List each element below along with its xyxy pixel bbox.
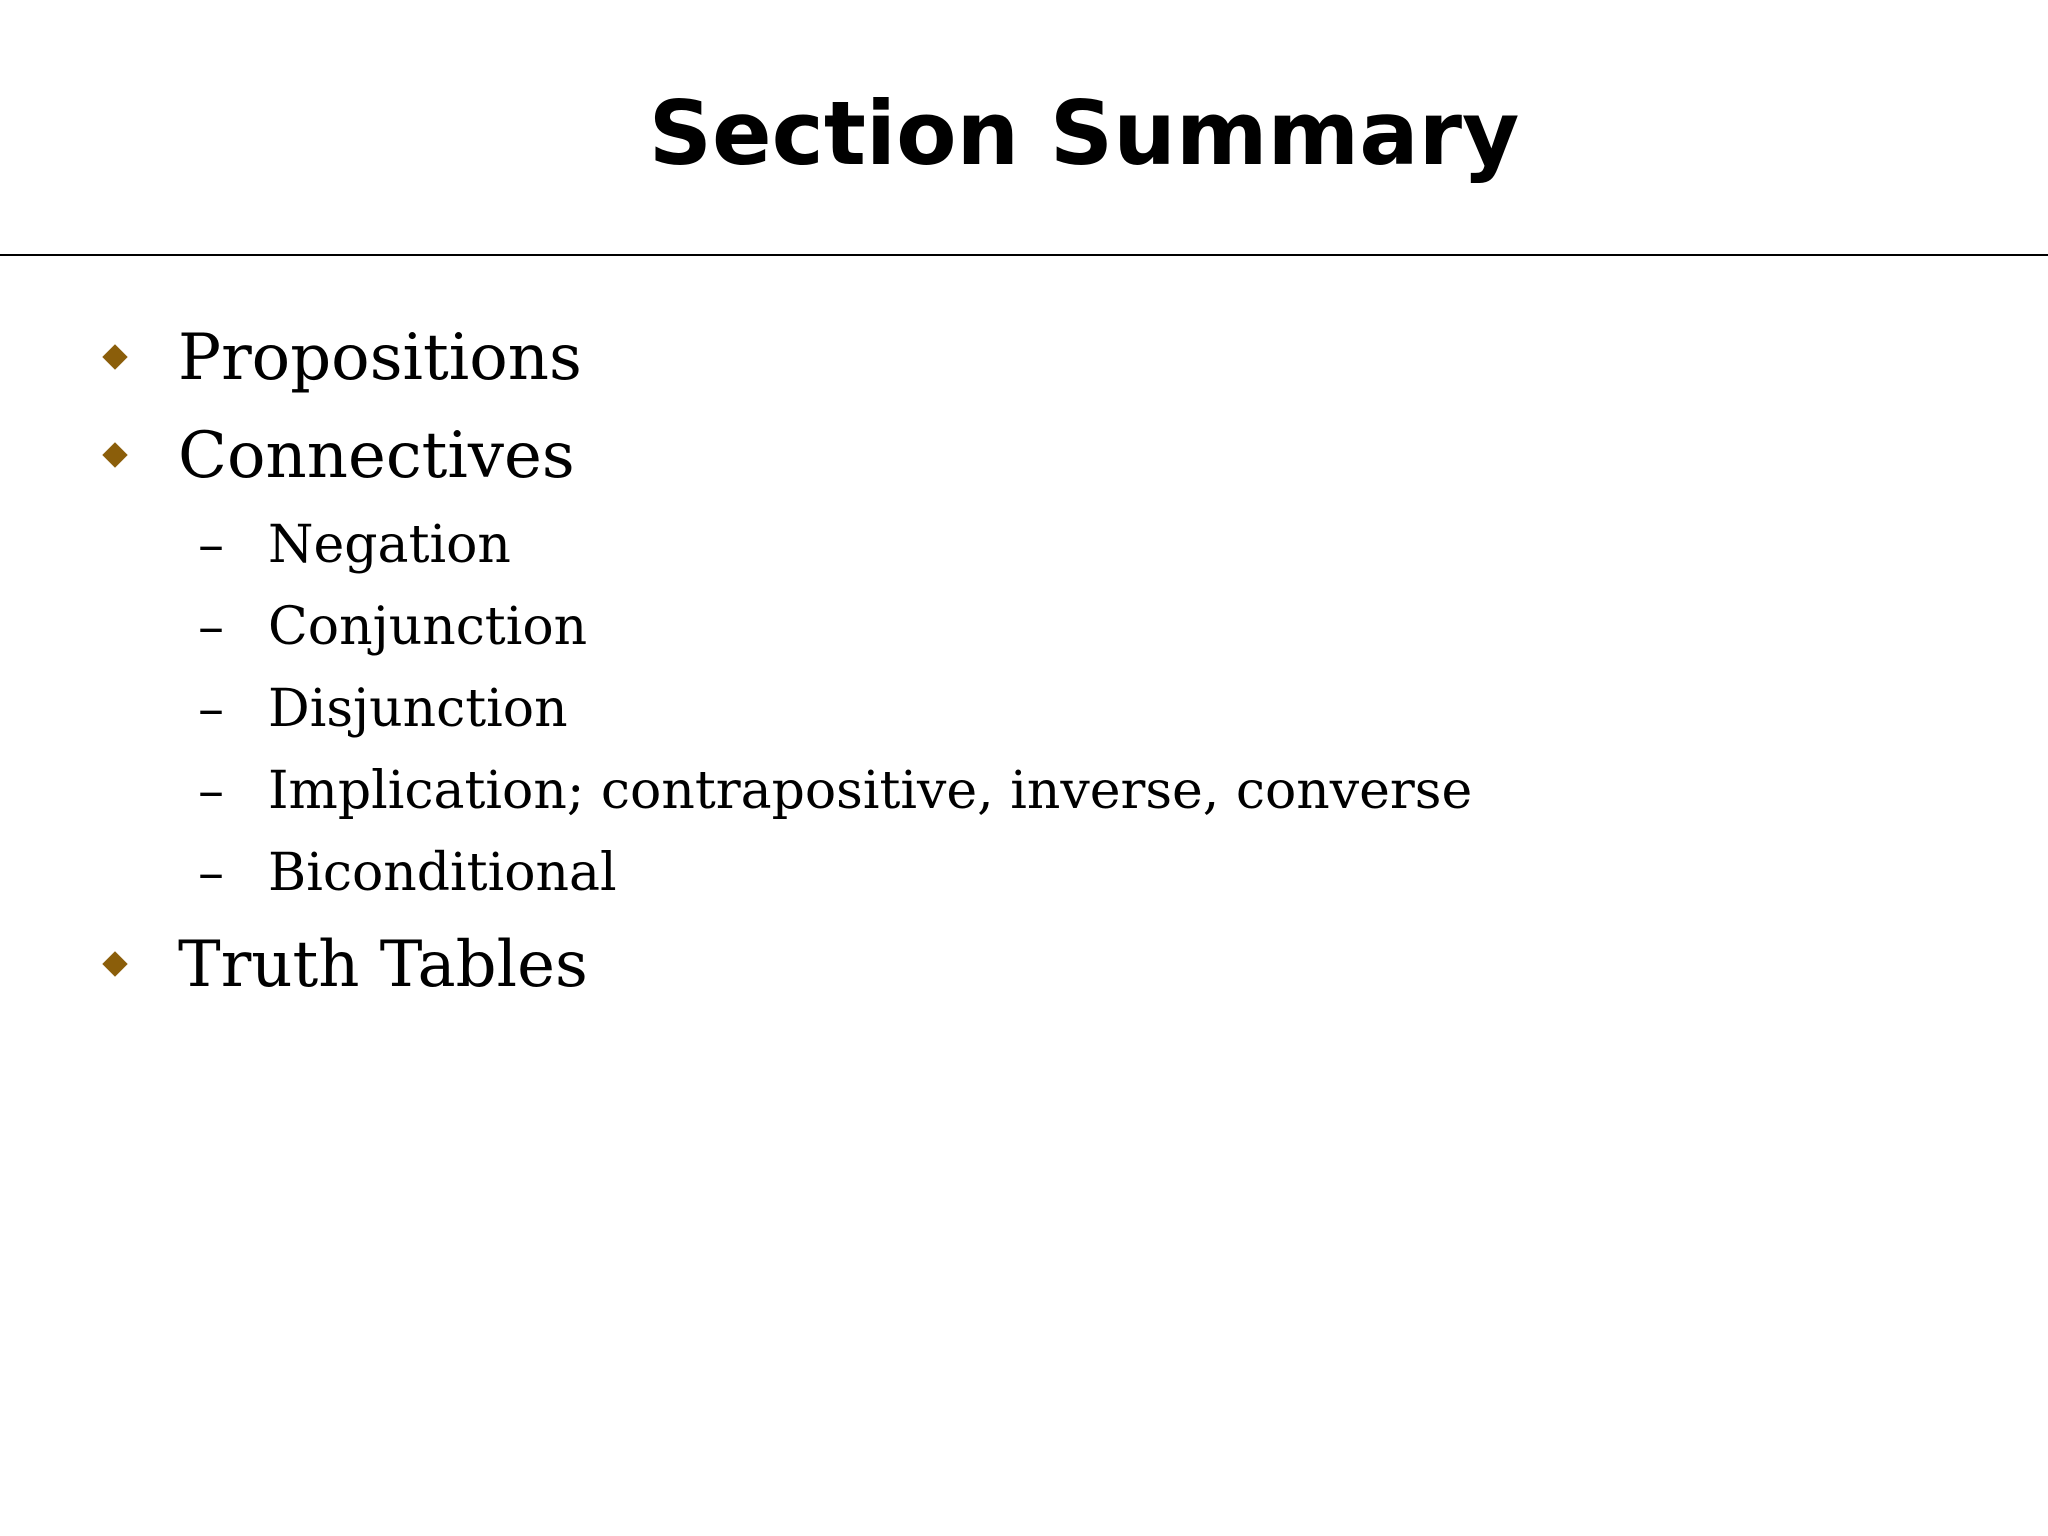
dash-marker: – bbox=[198, 761, 224, 821]
slide-title: Section Summary bbox=[648, 82, 1520, 185]
bullet-label: Connectives bbox=[178, 419, 575, 493]
diamond-bullet-icon bbox=[102, 951, 127, 976]
title-divider bbox=[0, 254, 2048, 256]
dash-marker: – bbox=[198, 679, 224, 739]
sub-item-label: Disjunction bbox=[268, 679, 568, 739]
sub-item-label: Implication; contrapositive, inverse, converse bbox=[268, 761, 1473, 821]
sub-item-label: Conjunction bbox=[268, 597, 588, 657]
sub-item-label: Negation bbox=[268, 515, 511, 575]
diamond-bullet-icon bbox=[102, 344, 127, 369]
diamond-bullet-icon bbox=[102, 442, 127, 467]
sub-item-label: Biconditional bbox=[268, 843, 617, 903]
bullet-label: Propositions bbox=[178, 321, 582, 395]
dash-marker: – bbox=[198, 597, 224, 657]
bullet-label: Truth Tables bbox=[178, 928, 588, 1002]
dash-marker: – bbox=[198, 843, 224, 903]
dash-marker: – bbox=[198, 515, 224, 575]
